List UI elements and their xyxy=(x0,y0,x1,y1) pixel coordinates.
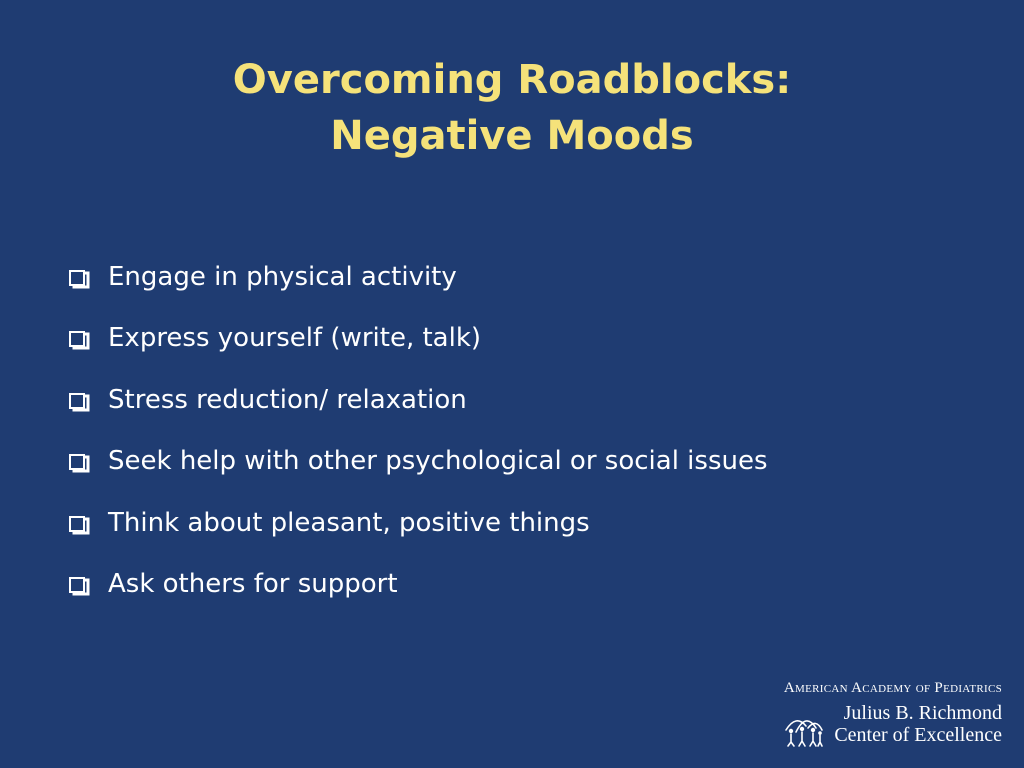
title-line-2: Negative Moods xyxy=(330,113,694,159)
bullet-text: Seek help with other psychological or social issues xyxy=(108,446,768,477)
title-line-1: Overcoming Roadblocks: xyxy=(232,57,792,103)
bullet-text: Ask others for support xyxy=(108,569,398,600)
slide-title xyxy=(0,52,1024,164)
bullet-item xyxy=(66,492,768,554)
logo-line-1: Julius B. Richmond xyxy=(843,702,1002,724)
bullet-item xyxy=(66,369,768,431)
checkbox-icon xyxy=(66,509,94,537)
bullet-item xyxy=(66,308,768,370)
checkbox-icon xyxy=(66,447,94,475)
checkbox-icon xyxy=(66,570,94,598)
bullet-item xyxy=(66,431,768,493)
bullet-text: Think about pleasant, positive things xyxy=(108,507,590,538)
bullet-text: Express yourself (write, talk) xyxy=(108,323,482,354)
logo xyxy=(782,680,1002,760)
bullet-item xyxy=(66,246,768,308)
bullet-text: Engage in physical activity xyxy=(108,261,457,292)
logo-org-name: American Academy of Pediatrics xyxy=(783,680,1002,696)
bullet-text: Stress reduction/ relaxation xyxy=(108,384,467,415)
checkbox-icon xyxy=(66,263,94,291)
bullet-item xyxy=(66,554,768,616)
logo-line-2: Center of Excellence xyxy=(834,724,1002,746)
bullet-list xyxy=(66,246,768,615)
checkbox-icon xyxy=(66,386,94,414)
family-figures-icon xyxy=(782,704,826,748)
checkbox-icon xyxy=(66,324,94,352)
